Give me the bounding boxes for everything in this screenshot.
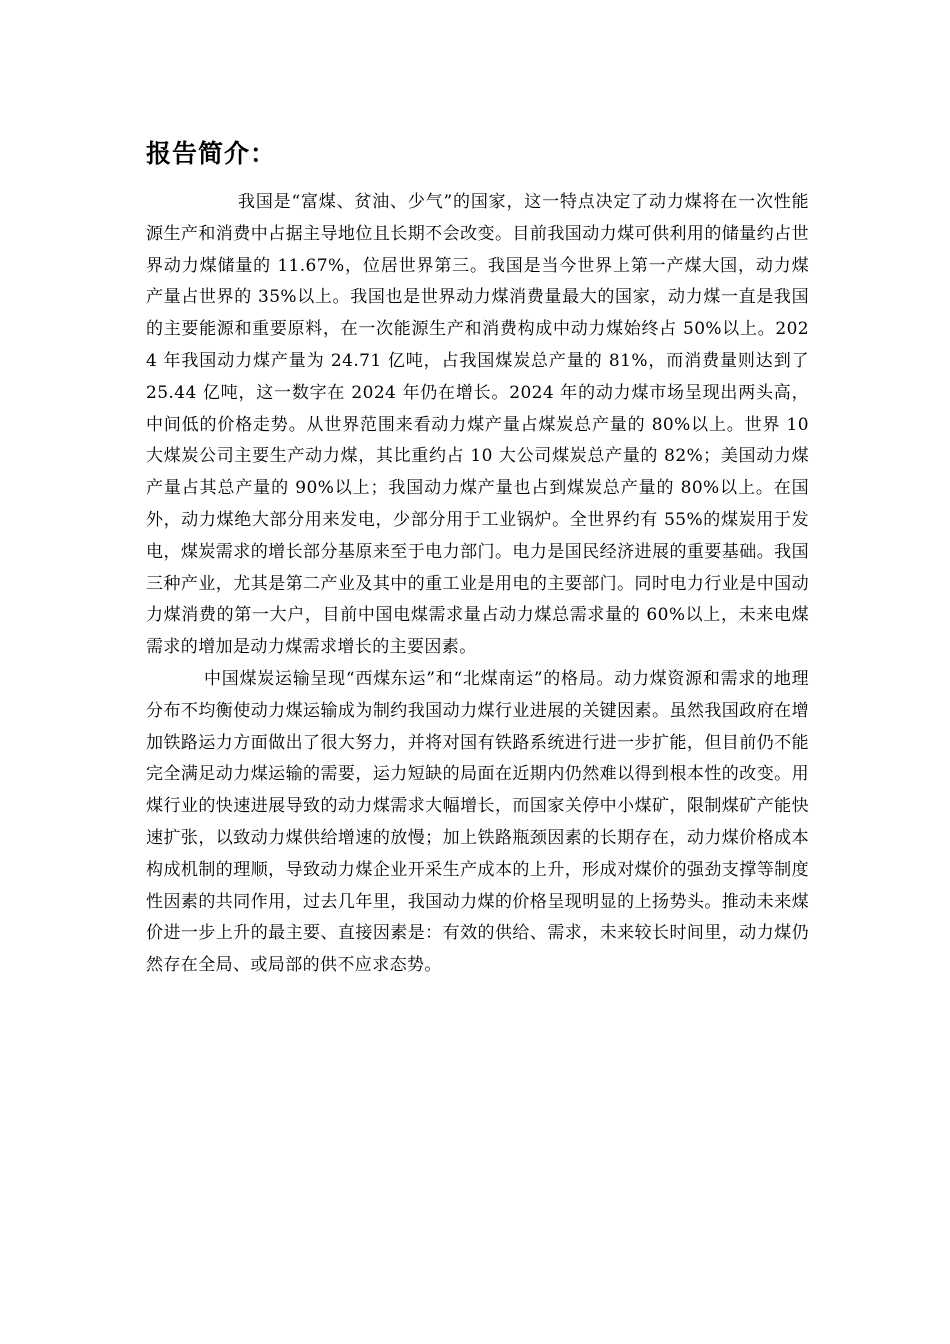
- paragraph-coal-transport: 中国煤炭运输呈现“西煤东运”和“北煤南运”的格局。动力煤资源和需求的地理分布不均衡使动力煤运输成为制约我国动力煤行业进展的关键因素。虽然我国政府在增加铁路运力方面做出了很大努力，并将对国有铁路系统进行进一步扩能，但目前仍不能完全满足动力煤运输的需要，运力短缺的局面在近期内仍然难以得到根本性的改变。用煤行业的快速进展导致的动力煤需求大幅增长，而国家关停中小煤矿，限制煤矿产能快速扩张，以致动力煤供给增速的放慢；加上铁路瓶颈因素的长期存在，动力煤价格成本构成机制的理顺，导致动力煤企业开采生产成本的上升，形成对煤价的强劲支撑等制度性因素的共同作用，过去几年里，我国动力煤的价格呈现明显的上扬势头。推动未来煤价进一步上升的最主要、直接因素是：有效的供给、需求，未来较长时间里，动力煤仍然存在全局、或局部的供不应求态势。: [146, 668, 809, 976]
- report-intro-heading: 报告简介：: [146, 139, 277, 168]
- paragraph-thermal-coal-overview: 我国是“富煤、贫油、少气”的国家，这一特点决定了动力煤将在一次性能源生产和消费中占据主导地位且长期不会改变。目前我国动力煤可供利用的储量约占世界动力煤储量的 11.67%，位居世界第三。我国是当今世界上第一产煤大国，动力煤产量占世界的 35%以上。我国也是世界动力煤消费量最大的国家，动力煤一直是我国的主要能源和重要原料，在一次能源生产和消费构成中动力煤始终占 50%以上。2024 年我国动力煤产量为 24.71 亿吨，占我国煤炭总产量的 81%，而消费量则达到了 25.44 亿吨，这一数字在 2024 年仍在增长。2024 年的动力煤市场呈现出两头高，中间低的价格走势。从世界范围来看动力煤产量占煤炭总产量的 80%以上。世界 10 大煤炭公司主要生产动力煤，其比重约占 10 大公司煤炭总产量的 82%；美国动力煤产量占其总产量的 90%以上；我国动力煤产量也占到煤炭总产量的 80%以上。在国外，动力煤绝大部分用来发电，少部分用于工业锅炉。全世界约有 55%的煤炭用于发电，煤炭需求的增长部分基原来至于电力部门。电力是国民经济进展的重要基础。我国三种产业，尤其是第二产业及其中的重工业是用电的主要部门。同时电力行业是中国动力煤消费的第一大户，目前中国电煤需求量占动力煤总需求量的 60%以上，未来电煤需求的增加是动力煤需求增长的主要因素。: [146, 192, 809, 658]
- report-body: [146, 187, 809, 982]
